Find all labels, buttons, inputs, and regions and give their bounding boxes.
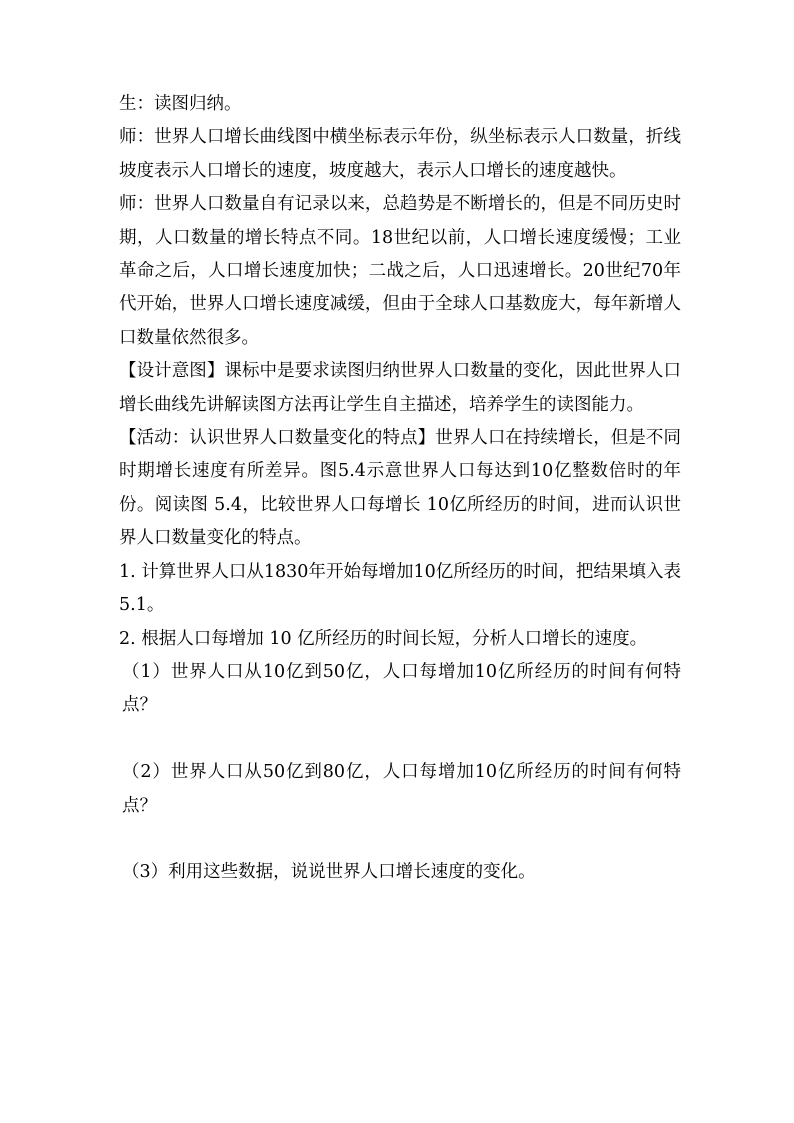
sub-question-3: （3）利用这些数据，说说世界人口增长速度的变化。 [122,862,536,883]
student-reply: 生：读图归纳。 [119,94,242,114]
teacher-explanation-graph: 师：世界人口增长曲线图中横坐标表示年份，纵坐标表示人口数量，折线坡度表示人口增长的速度，坡度越大，表示人口增长的速度越快。 [119,127,681,181]
activity-intro: 【活动：认识世界人口数量变化的特点】世界人口在持续增长，但是不同时期增长速度有所差异。图5.4示意世界人口每达到10亿整数倍时的年份。阅读图 5.4，比较世界人口每增长 10亿所经历的时间，进而认识世界人口数量变化的特点。 [119,428,681,549]
sub-question-1: （1）世界人口从10亿到50亿，人口每增加10亿所经历的时间有何特点？ [122,661,681,716]
teacher-explanation-trend: 师：世界人口数量自有记录以来，总趋势是不断增长的，但是不同历史时期，人口数量的增长特点不同。18世纪以前，人口增长速度缓慢；工业革命之后，人口增长速度加快；二战之后，人口迅速增长。20世纪70年代开始，世界人口增长速度减缓，但由于全球人口基数庞大，每年新增人口数量依然很多。 [119,194,681,348]
design-intent: 【设计意图】课标中是要求读图归纳世界人口数量的变化，因此世界人口增长曲线先讲解读图方法再让学生自主描述，培养学生的读图能力。 [119,361,681,415]
question-1: 1. 计算世界人口从1830年开始每增加10亿所经历的时间，把结果填入表 5.1。 [119,561,681,616]
answer-space-1 [119,723,681,756]
sub-question-2: （2）世界人口从50亿到80亿，人口每增加10亿所经历的时间有何特点？ [122,762,681,816]
question-2: 2. 根据人口每增加 10 亿所经历的时间长短，分析人口增长的速度。 [119,628,648,649]
document-body [119,88,681,890]
answer-space-2 [119,823,681,856]
